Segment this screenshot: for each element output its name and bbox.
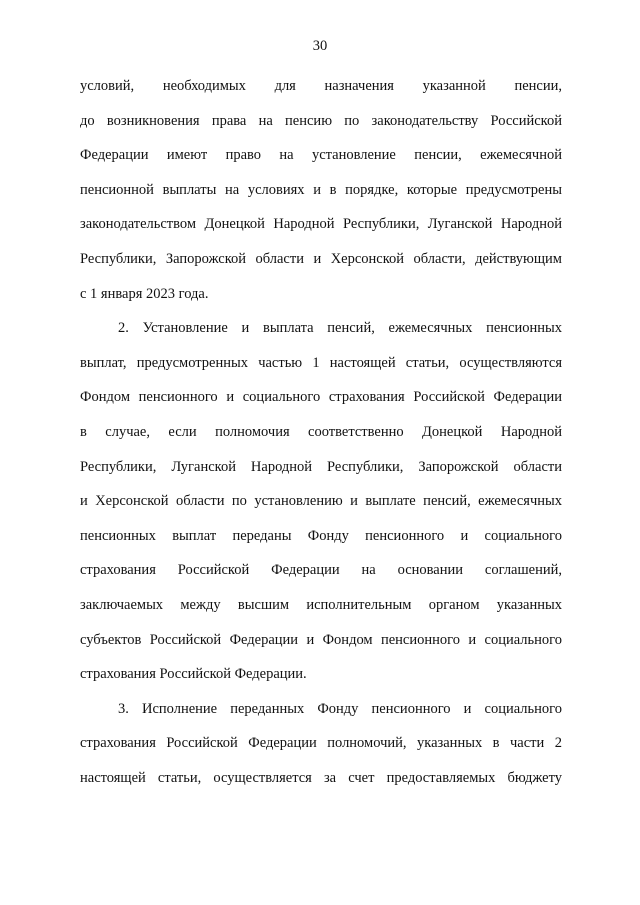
text-line: Федерации имеют право на установление пенсии, ежемесячной xyxy=(80,147,562,164)
document-body xyxy=(80,76,562,802)
text-line: с 1 января 2023 года. xyxy=(80,285,209,302)
text-line: в случае, если полномочия соответственно Донецкой Народной xyxy=(80,423,562,440)
text-line: страхования Российской Федерации. xyxy=(80,666,307,683)
text-line: страхования Российской Федерации на основании соглашений, xyxy=(80,562,562,579)
text-line: страхования Российской Федерации полномочий, указанных в части 2 xyxy=(80,735,562,752)
text-line: и Херсонской области по установлению и выплате пенсий, ежемесячных xyxy=(80,493,562,510)
text-line: Республики, Луганской Народной Республики, Запорожской области xyxy=(80,458,562,475)
text-line: Республики, Запорожской области и Херсонской области, действующим xyxy=(80,250,562,267)
text-line: пенсионных выплат переданы Фонду пенсионного и социального xyxy=(80,527,562,544)
text-line: выплат, предусмотренных частью 1 настоящей статьи, осуществляются xyxy=(80,354,562,371)
page-number: 30 xyxy=(312,38,328,54)
text-line: субъектов Российской Федерации и Фондом пенсионного и социального xyxy=(80,631,562,648)
text-line: до возникновения права на пенсию по законодательству Российской xyxy=(80,112,562,129)
text-line: заключаемых между высшим исполнительным органом указанных xyxy=(80,596,562,613)
paragraph-3-first-line: 3. Исполнение переданных Фонду пенсионного и социального xyxy=(118,700,562,717)
text-line: Фондом пенсионного и социального страхования Российской Федерации xyxy=(80,389,562,406)
text-line: условий, необходимых для назначения указанной пенсии, xyxy=(80,78,562,94)
text-line: законодательством Донецкой Народной Республики, Луганской Народной xyxy=(80,216,562,233)
paragraph-2-first-line: 2. Установление и выплата пенсий, ежемесячных пенсионных xyxy=(118,320,562,337)
text-line: пенсионной выплаты на условиях и в порядке, которые предусмотрены xyxy=(80,181,562,198)
text-line: настоящей статьи, осуществляется за счет предоставляемых бюджету xyxy=(80,769,562,786)
